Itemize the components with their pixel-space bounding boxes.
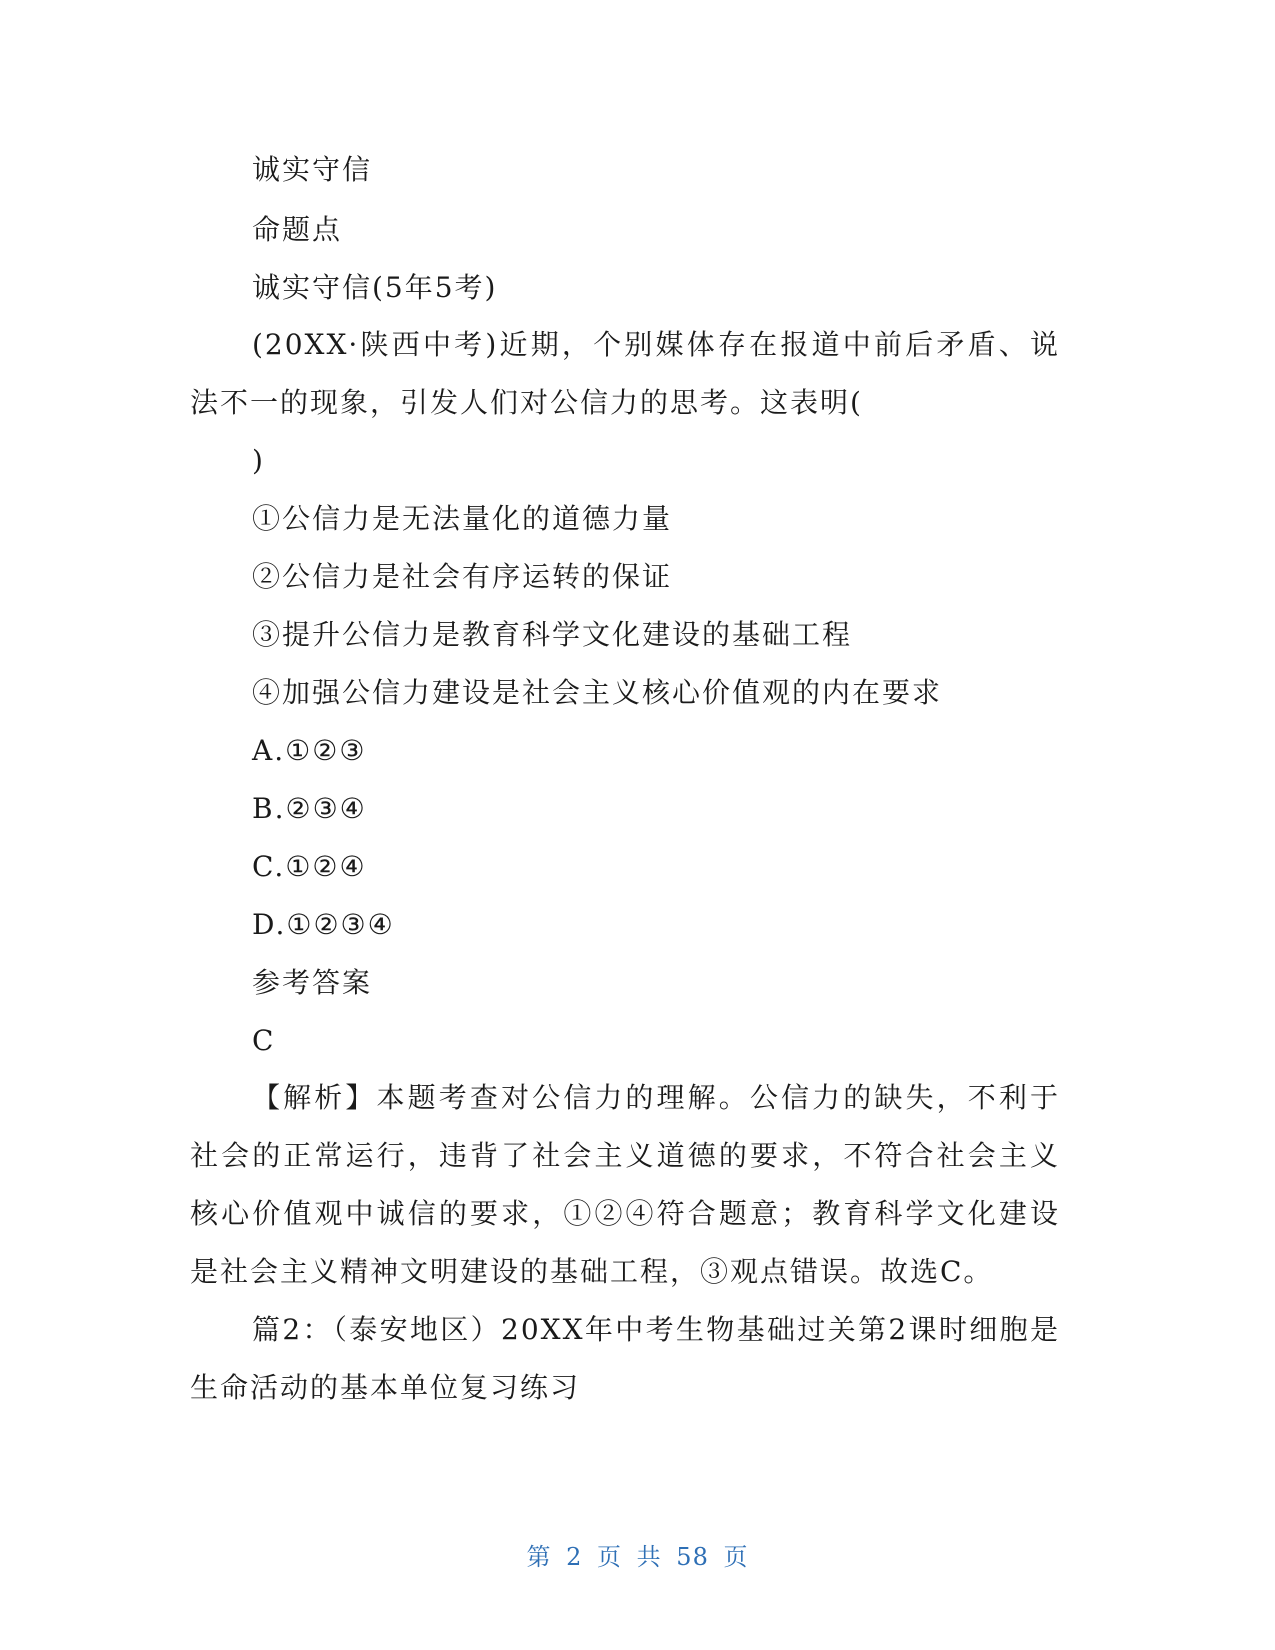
- statement-4: ④加强公信力建设是社会主义核心价值观的内在要求: [252, 676, 943, 709]
- question-text-line-3: ): [252, 444, 265, 477]
- option-a: A.①②③: [252, 734, 367, 767]
- analysis-line-1: 【解析】本题考查对公信力的理解。公信力的缺失，不利于: [252, 1081, 1060, 1114]
- page-footer: 第 2 页 共 58 页: [526, 1543, 749, 1571]
- heading-topic-point: 命题点: [252, 213, 343, 246]
- analysis-line-2: 社会的正常运行，违背了社会主义道德的要求，不符合社会主义: [190, 1139, 1060, 1172]
- next-article-title-line-2: 生命活动的基本单位复习练习: [190, 1371, 581, 1404]
- next-article-title-line-1: 篇2：（泰安地区）20XX年中考生物基础过关第2课时细胞是: [252, 1313, 1060, 1346]
- answer-value: C: [252, 1024, 276, 1057]
- analysis-line-4: 是社会主义精神文明建设的基础工程，③观点错误。故选C。: [190, 1255, 994, 1288]
- heading-honesty: 诚实守信: [252, 153, 373, 186]
- option-b: B.②③④: [252, 792, 367, 825]
- topic-title: 诚实守信(5年5考): [252, 271, 498, 304]
- statement-3: ③提升公信力是教育科学文化建设的基础工程: [252, 618, 853, 651]
- answer-heading: 参考答案: [252, 966, 373, 999]
- question-text-line-1: (20XX·陕西中考)近期，个别媒体存在报道中前后矛盾、说: [252, 328, 1060, 361]
- option-d: D.①②③④: [252, 908, 395, 941]
- option-c: C.①②④: [252, 850, 367, 883]
- statement-2: ②公信力是社会有序运转的保证: [252, 560, 673, 593]
- question-text-line-2: 法不一的现象，引发人们对公信力的思考。这表明(: [190, 386, 863, 419]
- statement-1: ①公信力是无法量化的道德力量: [252, 502, 673, 535]
- analysis-line-3: 核心价值观中诚信的要求，①②④符合题意；教育科学文化建设: [190, 1197, 1060, 1230]
